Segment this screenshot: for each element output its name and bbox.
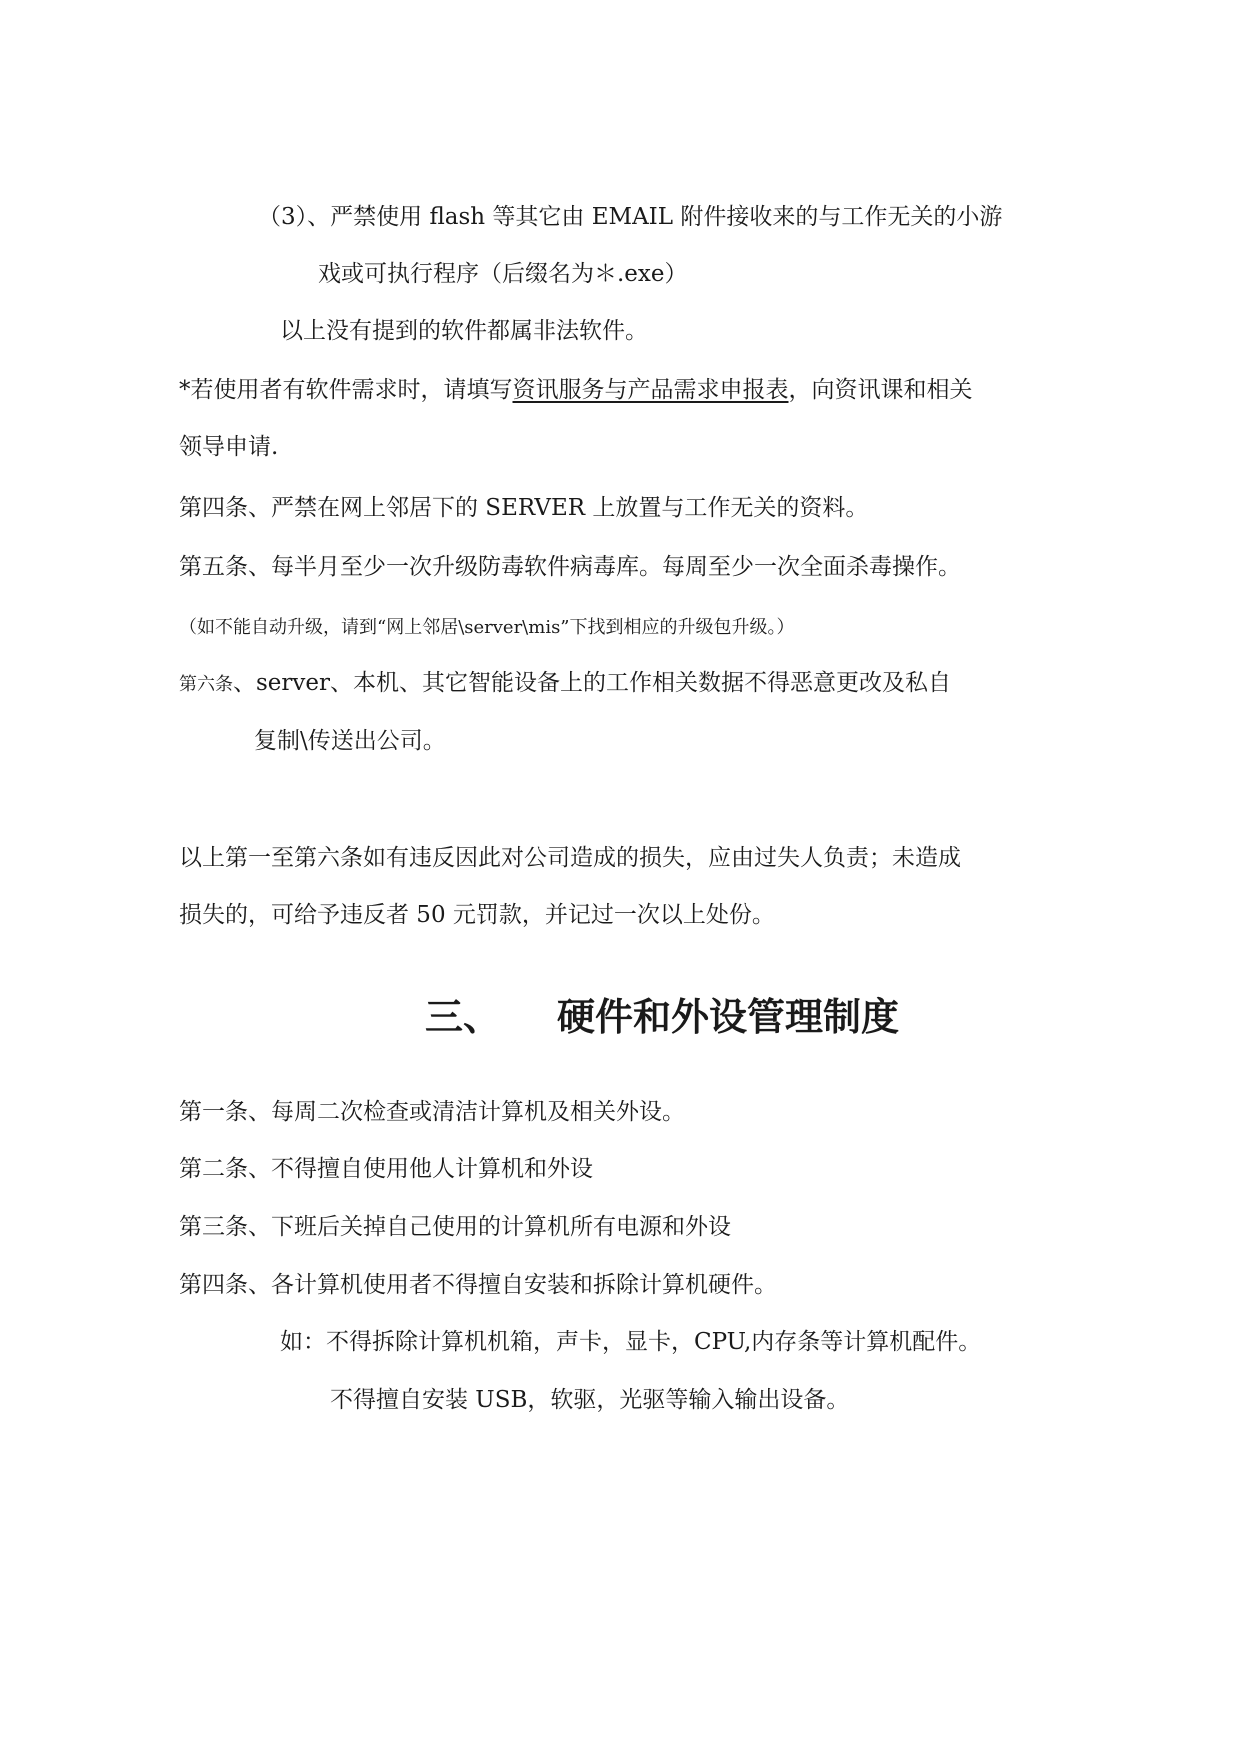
request-note-suffix: ，向资讯课和相关 [788, 377, 973, 403]
hw-article-3: 第三条、下班后关掉自己使用的计算机所有电源和外设 [179, 1214, 731, 1240]
hw-article-1: 第一条、每周二次检查或清洁计算机及相关外设。 [179, 1099, 685, 1125]
section-number: 三、 [425, 995, 502, 1039]
request-form-link[interactable]: 资讯服务与产品需求申报表 [512, 377, 789, 403]
section-title: 硬件和外设管理制度 [557, 995, 900, 1039]
illegal-software-note: 以上没有提到的软件都属非法软件。 [280, 318, 648, 344]
rule-item-3-line1: （3）、严禁使用 flash 等其它由 EMAIL 附件接收来的与工作无关的小游 [258, 204, 1003, 230]
request-note-line1 [179, 375, 973, 405]
hw-article-2: 第二条、不得擅自使用他人计算机和外设 [179, 1156, 593, 1182]
article-6-text: 、server、本机、其它智能设备上的工作相关数据不得恶意更改及私自 [233, 670, 952, 696]
article-6-label: 第六条 [179, 674, 233, 695]
hw-article-4: 第四条、各计算机使用者不得擅自安装和拆除计算机硬件。 [179, 1272, 777, 1298]
request-note-line2: 领导申请. [179, 434, 279, 460]
penalty-line1: 以上第一至第六条如有违反因此对公司造成的损失，应由过失人负责；未造成 [179, 845, 961, 871]
article-6-line1 [179, 668, 951, 700]
penalty-line2: 损失的，可给予违反者 50 元罚款，并记过一次以上处份。 [179, 902, 775, 928]
article-5: 第五条、每半月至少一次升级防毒软件病毒库。每周至少一次全面杀毒操作。 [179, 554, 961, 580]
article-6-line2: 复制\传送出公司。 [254, 728, 446, 754]
request-note-prefix: *若使用者有软件需求时，请填写 [179, 377, 513, 403]
section-heading [425, 993, 899, 1041]
hw-example-1: 如：不得拆除计算机机箱，声卡，显卡，CPU,内存条等计算机配件。 [280, 1329, 982, 1355]
rule-item-3-line2: 戏或可执行程序（后缀名为＊.exe） [318, 261, 688, 287]
hw-example-2: 不得擅自安装 USB，软驱，光驱等输入输出设备。 [330, 1387, 850, 1413]
article-4: 第四条、严禁在网上邻居下的 SERVER 上放置与工作无关的资料。 [179, 495, 869, 521]
article-5-note: （如不能自动升级，请到“网上邻居\server\mis”下找到相应的升级包升级。） [179, 617, 795, 638]
